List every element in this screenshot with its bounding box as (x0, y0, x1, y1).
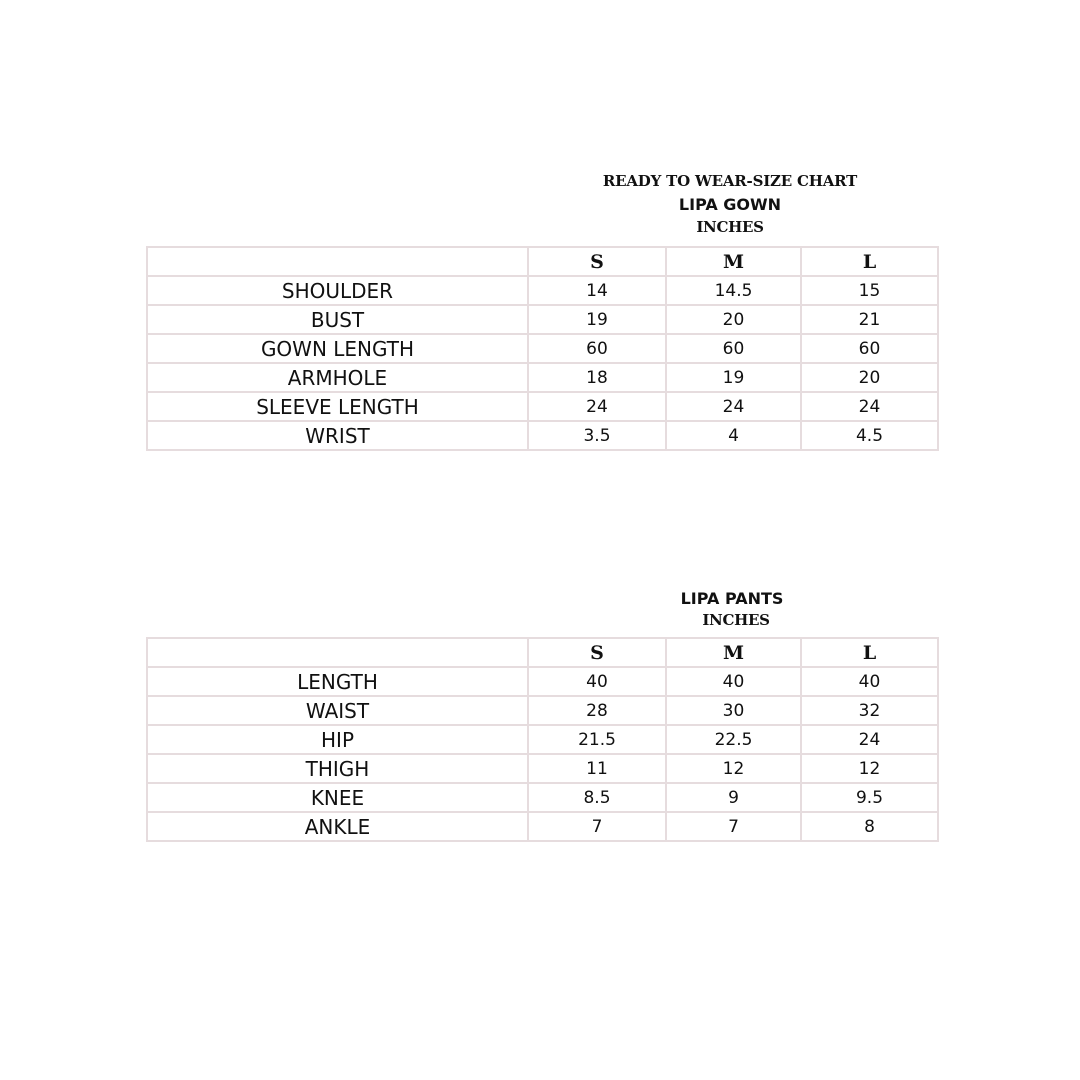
measurement-value-s: 3.5 (528, 421, 666, 450)
measurement-value-s: 24 (528, 392, 666, 421)
gown-table-title: LIPA GOWN (678, 195, 782, 214)
measurement-value-m: 30 (666, 696, 801, 725)
table-row (147, 696, 938, 725)
measurement-label: WRIST (147, 421, 528, 450)
measurement-value-m: 40 (666, 667, 801, 696)
measurement-value-l: 60 (801, 334, 938, 363)
measurement-label: LENGTH (147, 667, 528, 696)
gown-header-size-l: L (801, 247, 938, 276)
gown-unit-label: INCHES (696, 218, 764, 236)
measurement-label: ARMHOLE (147, 363, 528, 392)
measurement-value-l: 32 (801, 696, 938, 725)
pants-unit-label: INCHES (702, 611, 770, 629)
measurement-value-l: 4.5 (801, 421, 938, 450)
measurement-value-l: 24 (801, 392, 938, 421)
gown-header-row (147, 247, 938, 276)
measurement-value-s: 60 (528, 334, 666, 363)
gown-header-size-m: M (666, 247, 801, 276)
measurement-value-m: 14.5 (666, 276, 801, 305)
table-row (147, 421, 938, 450)
measurement-value-s: 7 (528, 812, 666, 841)
table-row (147, 392, 938, 421)
measurement-label: ANKLE (147, 812, 528, 841)
pants-header-size-m: M (666, 638, 801, 667)
measurement-value-l: 12 (801, 754, 938, 783)
measurement-value-s: 18 (528, 363, 666, 392)
measurement-value-s: 28 (528, 696, 666, 725)
measurement-label: GOWN LENGTH (147, 334, 528, 363)
measurement-value-s: 8.5 (528, 783, 666, 812)
table-row (147, 276, 938, 305)
measurement-value-l: 15 (801, 276, 938, 305)
pants-header-blank (147, 638, 528, 667)
measurement-value-l: 24 (801, 725, 938, 754)
pants-header-size-l: L (801, 638, 938, 667)
measurement-value-m: 20 (666, 305, 801, 334)
gown-size-table (146, 246, 939, 451)
pants-header-row (147, 638, 938, 667)
measurement-value-m: 24 (666, 392, 801, 421)
table-row (147, 783, 938, 812)
measurement-value-m: 60 (666, 334, 801, 363)
measurement-value-l: 40 (801, 667, 938, 696)
measurement-value-l: 9.5 (801, 783, 938, 812)
measurement-label: KNEE (147, 783, 528, 812)
table-row (147, 754, 938, 783)
measurement-value-m: 4 (666, 421, 801, 450)
measurement-label: BUST (147, 305, 528, 334)
table-row (147, 363, 938, 392)
measurement-label: HIP (147, 725, 528, 754)
measurement-value-m: 7 (666, 812, 801, 841)
table-row (147, 334, 938, 363)
table-row (147, 305, 938, 334)
measurement-label: SHOULDER (147, 276, 528, 305)
measurement-value-m: 12 (666, 754, 801, 783)
pants-table-title: LIPA PANTS (680, 589, 784, 608)
table-row (147, 725, 938, 754)
gown-header-size-s: S (528, 247, 666, 276)
measurement-value-s: 21.5 (528, 725, 666, 754)
measurement-value-l: 21 (801, 305, 938, 334)
gown-header-blank (147, 247, 528, 276)
size-chart-title: READY TO WEAR-SIZE CHART (602, 172, 858, 190)
measurement-label: SLEEVE LENGTH (147, 392, 528, 421)
measurement-label: THIGH (147, 754, 528, 783)
measurement-value-l: 20 (801, 363, 938, 392)
measurement-value-m: 19 (666, 363, 801, 392)
measurement-value-s: 14 (528, 276, 666, 305)
measurement-value-s: 19 (528, 305, 666, 334)
pants-header-size-s: S (528, 638, 666, 667)
measurement-value-s: 40 (528, 667, 666, 696)
pants-size-table (146, 637, 939, 842)
measurement-value-s: 11 (528, 754, 666, 783)
measurement-label: WAIST (147, 696, 528, 725)
measurement-value-m: 22.5 (666, 725, 801, 754)
table-row (147, 667, 938, 696)
table-row (147, 812, 938, 841)
measurement-value-m: 9 (666, 783, 801, 812)
measurement-value-l: 8 (801, 812, 938, 841)
